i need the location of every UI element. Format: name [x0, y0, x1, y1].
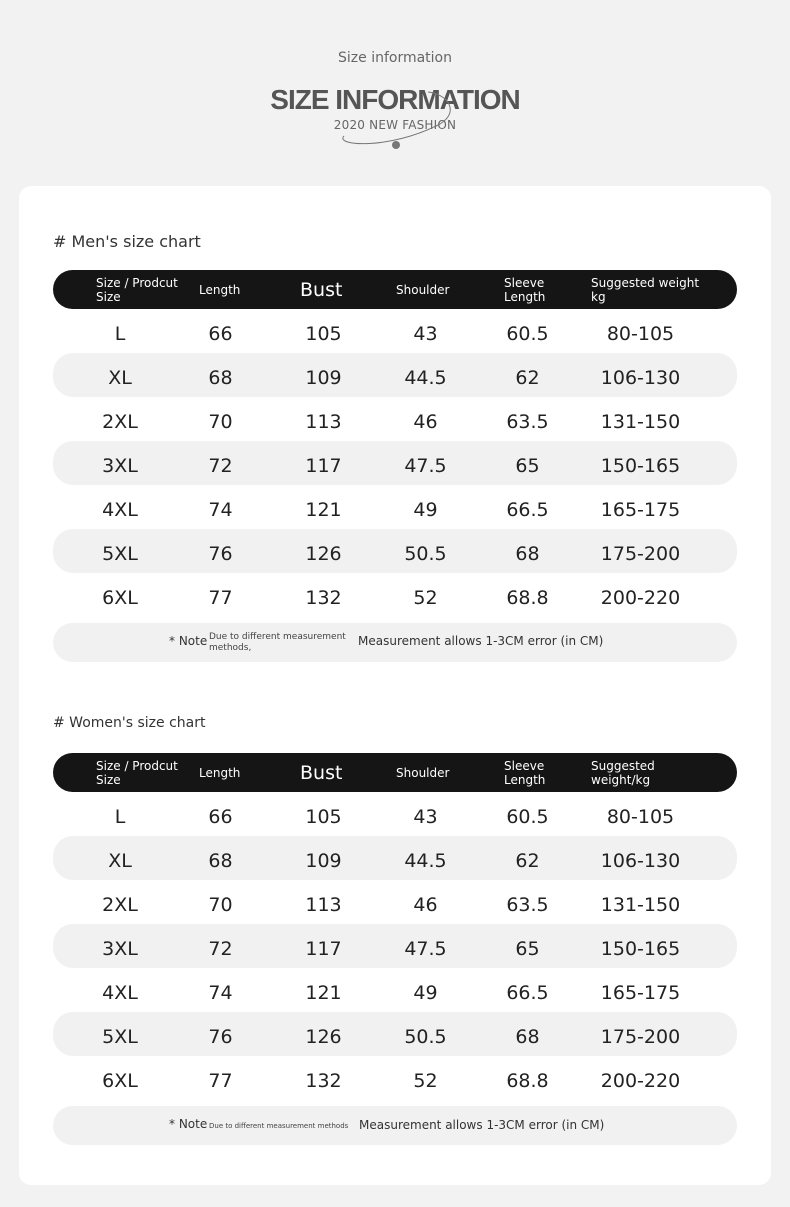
- cell-length: 76: [208, 1026, 233, 1048]
- cell-bust: 113: [305, 411, 342, 433]
- cell-sleeve: 68: [515, 543, 540, 565]
- cell-length: 72: [208, 455, 233, 477]
- header-length: Length: [199, 282, 241, 297]
- cell-sleeve: 63.5: [506, 894, 549, 916]
- cell-length: 70: [208, 411, 233, 433]
- section-title: # Men's size chart: [53, 232, 201, 251]
- logo-subtitle: 2020 NEW FASHION: [333, 118, 457, 132]
- header-size: Size / Prodcut Size: [96, 758, 178, 787]
- cell-size: XL: [108, 850, 132, 872]
- cell-size: 6XL: [102, 587, 138, 609]
- cell-bust: 105: [305, 323, 342, 345]
- table-row: [53, 573, 737, 617]
- cell-bust: 113: [305, 894, 342, 916]
- table-row: [53, 353, 737, 397]
- cell-bust: 121: [305, 982, 342, 1004]
- cell-shoulder: 49: [413, 982, 438, 1004]
- cell-weight: 80-105: [606, 323, 675, 345]
- measurement-note: [53, 1106, 737, 1145]
- note-label: * Note: [169, 634, 208, 648]
- cell-length: 76: [208, 543, 233, 565]
- cell-shoulder: 43: [413, 323, 438, 345]
- header-shoulder: Shoulder: [396, 282, 450, 297]
- cell-sleeve: 62: [515, 850, 540, 872]
- cell-shoulder: 50.5: [404, 543, 447, 565]
- cell-length: 74: [208, 982, 233, 1004]
- orbit-swoosh-icon: [330, 84, 460, 154]
- cell-shoulder: 50.5: [404, 1026, 447, 1048]
- cell-weight: 150-165: [600, 938, 681, 960]
- cell-shoulder: 52: [413, 1070, 438, 1092]
- cell-length: 74: [208, 499, 233, 521]
- cell-sleeve: 68: [515, 1026, 540, 1048]
- cell-shoulder: 52: [413, 587, 438, 609]
- size-chart-card: [19, 186, 771, 1185]
- cell-sleeve: 68.8: [506, 587, 549, 609]
- cell-bust: 121: [305, 499, 342, 521]
- cell-weight: 175-200: [600, 543, 681, 565]
- cell-length: 70: [208, 894, 233, 916]
- table-row: [53, 309, 737, 353]
- cell-size: 6XL: [102, 1070, 138, 1092]
- header-suggested-weight: Suggested weight/kg: [591, 758, 655, 787]
- cell-shoulder: 46: [413, 411, 438, 433]
- table-row: [53, 880, 737, 924]
- table-row: [53, 1056, 737, 1100]
- cell-size: L: [114, 323, 126, 345]
- cell-shoulder: 44.5: [404, 850, 447, 872]
- cell-sleeve: 66.5: [506, 499, 549, 521]
- header-bust: Bust: [300, 761, 343, 784]
- note-small-text: Due to different measurement methods: [209, 1122, 349, 1130]
- section-title: # Women's size chart: [53, 715, 206, 731]
- cell-sleeve: 60.5: [506, 323, 549, 345]
- cell-bust: 126: [305, 1026, 342, 1048]
- table-row: [53, 792, 737, 836]
- cell-shoulder: 49: [413, 499, 438, 521]
- table-header: [53, 270, 737, 309]
- note-main-text: Measurement allows 1-3CM error (in CM): [358, 634, 604, 648]
- cell-weight: 131-150: [600, 411, 681, 433]
- cell-weight: 200-220: [600, 587, 681, 609]
- cell-bust: 117: [305, 455, 342, 477]
- header-sleeve-length: Sleeve Length: [504, 758, 546, 787]
- cell-size: 4XL: [102, 499, 138, 521]
- cell-length: 72: [208, 938, 233, 960]
- table-row: [53, 529, 737, 573]
- cell-size: 5XL: [102, 1026, 138, 1048]
- note-small-text: Due to different measurement methods,: [209, 632, 346, 653]
- cell-bust: 132: [305, 1070, 342, 1092]
- cell-length: 77: [208, 1070, 233, 1092]
- cell-bust: 109: [305, 850, 342, 872]
- cell-length: 66: [208, 806, 233, 828]
- cell-shoulder: 47.5: [404, 938, 447, 960]
- cell-sleeve: 63.5: [506, 411, 549, 433]
- header-length: Length: [199, 765, 241, 780]
- size-information-logo: [0, 84, 790, 132]
- cell-shoulder: 47.5: [404, 455, 447, 477]
- header-shoulder: Shoulder: [396, 765, 450, 780]
- mens-size-chart: [53, 232, 737, 662]
- header-sleeve-length: Sleeve Length: [504, 275, 546, 304]
- cell-size: L: [114, 806, 126, 828]
- header-size: Size / Prodcut Size: [96, 275, 178, 304]
- cell-weight: 150-165: [600, 455, 681, 477]
- cell-size: 3XL: [102, 455, 138, 477]
- cell-size: 2XL: [102, 411, 138, 433]
- table-row: [53, 924, 737, 968]
- table-row: [53, 1012, 737, 1056]
- cell-weight: 165-175: [600, 499, 681, 521]
- cell-size: 5XL: [102, 543, 138, 565]
- cell-weight: 175-200: [600, 1026, 681, 1048]
- cell-length: 68: [208, 367, 233, 389]
- cell-size: 2XL: [102, 894, 138, 916]
- table-row: [53, 397, 737, 441]
- cell-sleeve: 68.8: [506, 1070, 549, 1092]
- cell-length: 77: [208, 587, 233, 609]
- cell-size: XL: [108, 367, 132, 389]
- cell-length: 68: [208, 850, 233, 872]
- table-row: [53, 836, 737, 880]
- cell-sleeve: 65: [515, 938, 540, 960]
- cell-bust: 105: [305, 806, 342, 828]
- cell-bust: 126: [305, 543, 342, 565]
- logo-title: SIZE INFORMATION: [270, 84, 520, 115]
- cell-weight: 131-150: [600, 894, 681, 916]
- cell-size: 3XL: [102, 938, 138, 960]
- cell-weight: 200-220: [600, 1070, 681, 1092]
- cell-size: 4XL: [102, 982, 138, 1004]
- measurement-note: [53, 623, 737, 662]
- cell-weight: 165-175: [600, 982, 681, 1004]
- cell-shoulder: 44.5: [404, 367, 447, 389]
- cell-bust: 132: [305, 587, 342, 609]
- womens-size-chart: [53, 715, 737, 1145]
- header-suggested-weight: Suggested weight kg: [591, 275, 700, 304]
- cell-weight: 106-130: [600, 850, 681, 872]
- cell-sleeve: 60.5: [506, 806, 549, 828]
- cell-sleeve: 65: [515, 455, 540, 477]
- cell-shoulder: 46: [413, 894, 438, 916]
- table-row: [53, 485, 737, 529]
- cell-length: 66: [208, 323, 233, 345]
- table-header: [53, 753, 737, 792]
- cell-shoulder: 43: [413, 806, 438, 828]
- note-label: * Note: [169, 1117, 208, 1131]
- table-row: [53, 441, 737, 485]
- cell-weight: 106-130: [600, 367, 681, 389]
- note-main-text: Measurement allows 1-3CM error (in CM): [359, 1118, 605, 1132]
- cell-weight: 80-105: [606, 806, 675, 828]
- cell-sleeve: 62: [515, 367, 540, 389]
- cell-bust: 117: [305, 938, 342, 960]
- top-caption: Size information: [338, 50, 452, 66]
- table-row: [53, 968, 737, 1012]
- cell-sleeve: 66.5: [506, 982, 549, 1004]
- header-bust: Bust: [300, 278, 343, 301]
- cell-bust: 109: [305, 367, 342, 389]
